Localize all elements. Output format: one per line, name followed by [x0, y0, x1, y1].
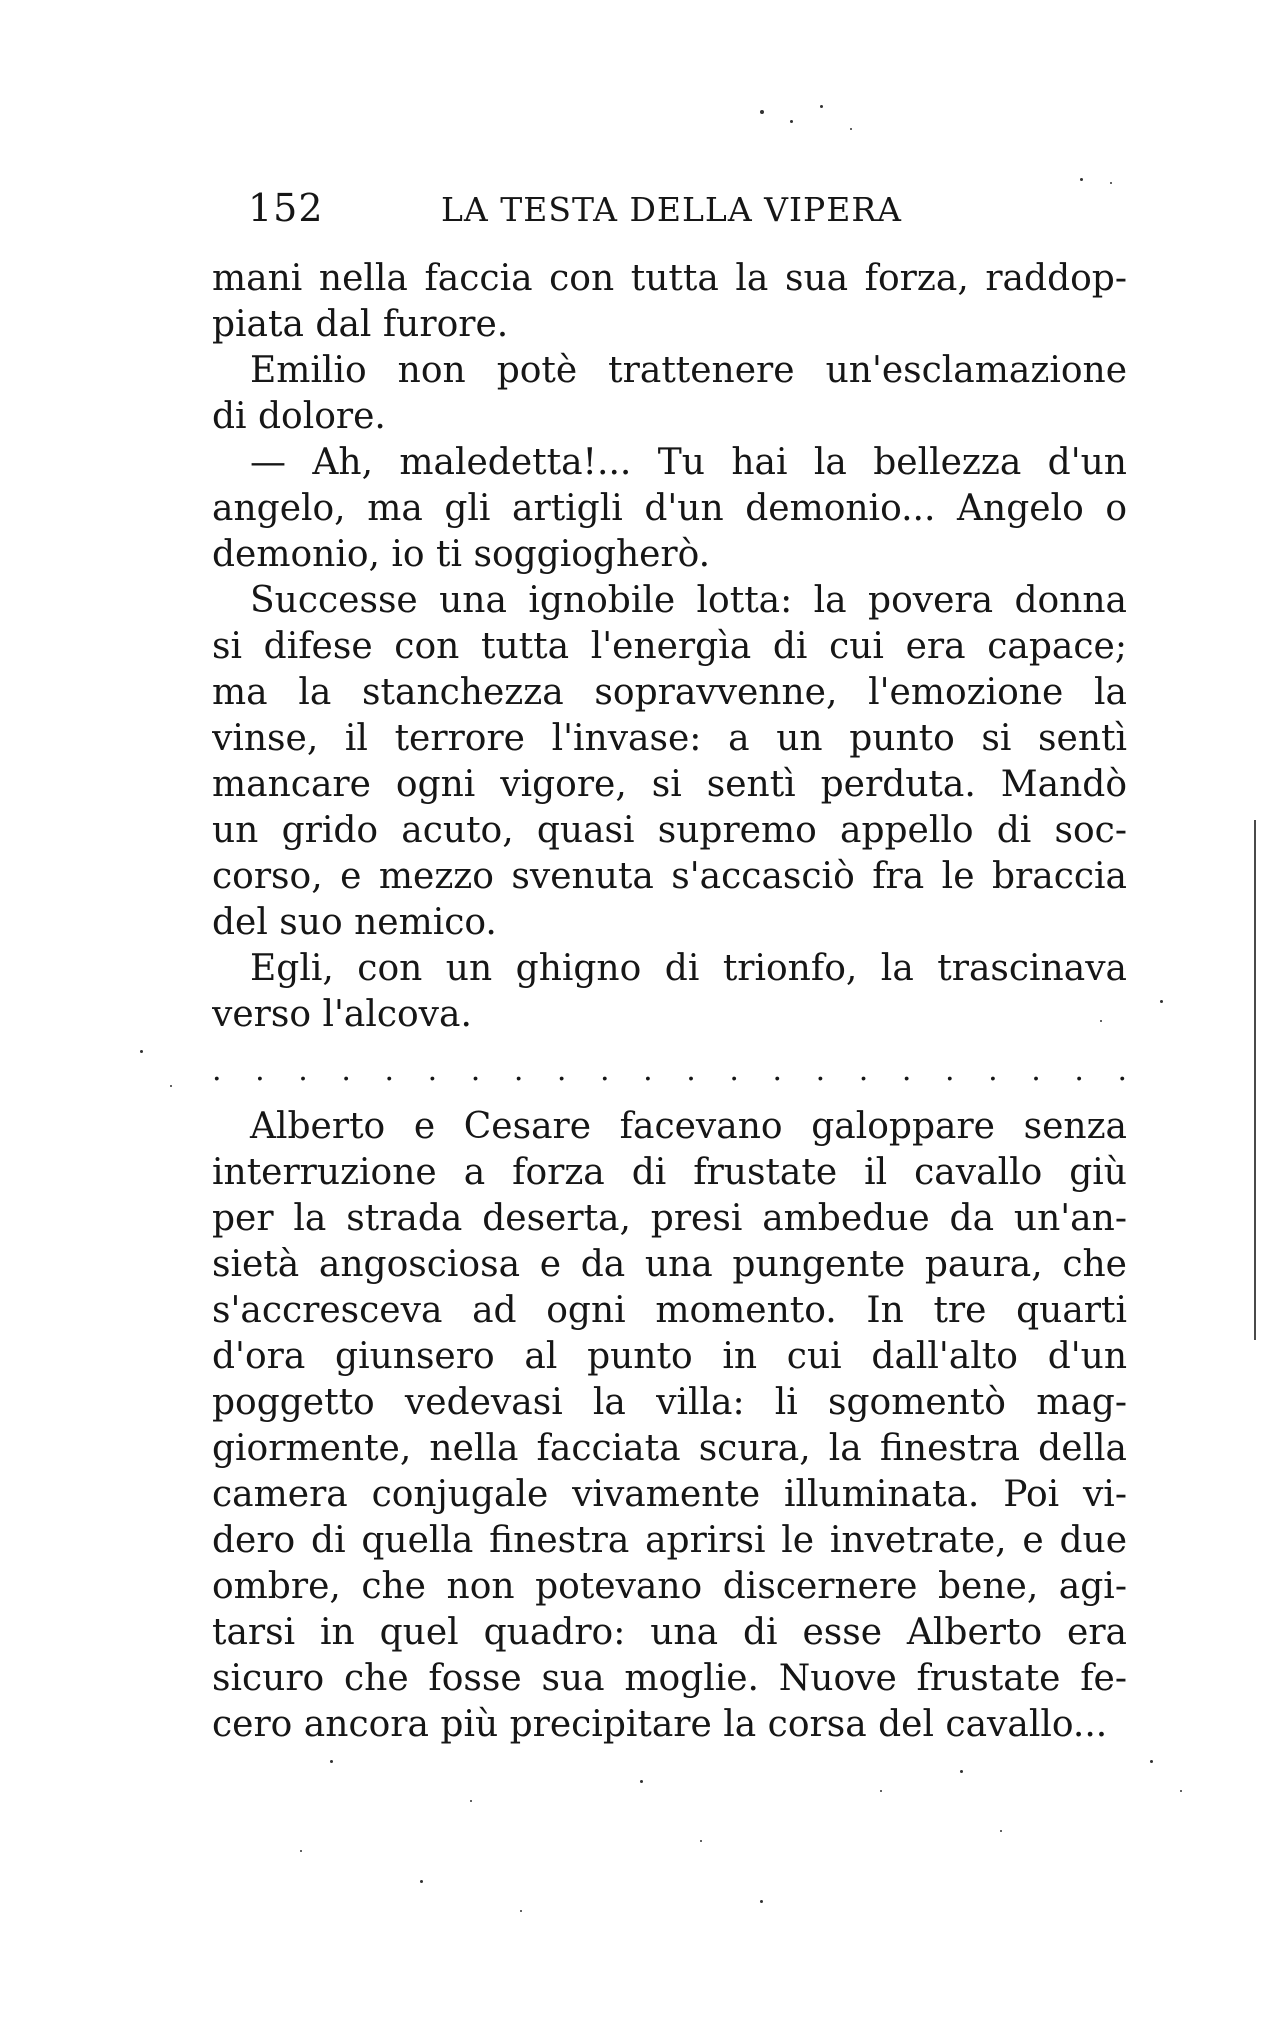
text-line: sietà angosciosa e da una pungente paura, che [212, 1244, 1127, 1285]
text-line: Successe una ignobile lotta: la povera donna [250, 580, 1127, 621]
text-line: s'accresceva ad ogni momento. In tre quarti [212, 1290, 1127, 1331]
page-body [212, 256, 1127, 1748]
text-line: mani nella faccia con tutta la sua forza, raddop- [212, 258, 1127, 299]
text-line: dero di quella finestra aprirsi le invetrate, e due [212, 1520, 1127, 1561]
text-line: camera conjugale vivamente illuminata. Poi vi- [212, 1474, 1127, 1515]
text-line: si difese con tutta l'energìa di cui era capace; [212, 626, 1127, 667]
scan-speck [470, 1800, 472, 1802]
scan-speck [1180, 1790, 1182, 1792]
scan-speck [420, 1880, 423, 1883]
page-number: 152 [248, 186, 324, 230]
text-line: corso, e mezzo svenuta s'accasciò fra le braccia [212, 856, 1127, 897]
scan-speck [170, 1085, 172, 1087]
text-line: mancare ogni vigore, si sentì perduta. Mandò [212, 764, 1127, 805]
scan-speck [850, 128, 852, 130]
scan-speck [820, 105, 823, 108]
scan-speck [330, 1760, 333, 1763]
scan-speck [300, 1850, 302, 1852]
text-line: ombre, che non potevano discernere bene, agi- [212, 1566, 1127, 1607]
text-line: tarsi in quel quadro: una di esse Alberto era [212, 1612, 1127, 1653]
scan-speck [1100, 1020, 1102, 1022]
scan-speck [520, 1910, 522, 1912]
scan-speck [1150, 1760, 1153, 1763]
running-header [248, 186, 1128, 236]
scan-speck [1160, 1000, 1163, 1003]
text-line: Emilio non potè trattenere un'esclamazione [250, 350, 1127, 391]
text-line: verso l'alcova. [212, 994, 472, 1035]
scan-edge-line [1254, 820, 1256, 1340]
text-line: vinse, il terrore l'invase: a un punto si sentì [212, 718, 1127, 759]
text-line: interruzione a forza di frustate il cavallo giù [212, 1152, 1127, 1193]
scan-speck [1080, 178, 1083, 181]
scan-speck [140, 1050, 143, 1053]
text-line: cero ancora più precipitare la corsa del cavallo... [212, 1704, 1108, 1745]
text-line: un grido acuto, quasi supremo appello di soc- [212, 810, 1127, 851]
scan-speck [640, 1780, 643, 1783]
text-section-1 [212, 256, 1127, 1038]
text-line: demonio, io ti soggiogherò. [212, 534, 711, 575]
text-line: ma la stanchezza sopravvenne, l'emozione la [212, 672, 1127, 713]
text-section-2 [212, 1104, 1127, 1748]
text-line: Egli, con un ghigno di trionfo, la trascinava [250, 948, 1127, 989]
text-line: poggetto vedevasi la villa: li sgomentò mag- [212, 1382, 1127, 1423]
text-line: d'ora giunsero al punto in cui dall'alto d'un [212, 1336, 1127, 1377]
text-line: piata dal furore. [212, 304, 509, 345]
text-line: sicuro che fosse sua moglie. Nuove frustate fe- [212, 1658, 1127, 1699]
text-line: per la strada deserta, presi ambedue da un'an- [212, 1198, 1127, 1239]
scan-speck [1110, 182, 1112, 184]
scan-speck [1000, 1830, 1002, 1832]
text-line: del suo nemico. [212, 902, 497, 943]
running-title: LA TESTA DELLA VIPERA [441, 190, 903, 229]
text-line: — Ah, maledetta!... Tu hai la bellezza d'un [250, 442, 1127, 483]
scan-speck [960, 1770, 963, 1773]
text-line: di dolore. [212, 396, 386, 437]
scan-speck [760, 110, 764, 114]
text-line: angelo, ma gli artigli d'un demonio... Angelo o [212, 488, 1127, 529]
text-line: giormente, nella facciata scura, la finestra della [212, 1428, 1127, 1469]
scan-speck [700, 1840, 702, 1842]
section-separator: . . . . . . . . . . . . . . . . . . . . . . [212, 1053, 1127, 1088]
scan-speck [790, 120, 793, 123]
scan-speck [760, 1900, 763, 1903]
scan-speck [880, 1790, 882, 1792]
text-line: Alberto e Cesare facevano galoppare senza [250, 1106, 1127, 1147]
